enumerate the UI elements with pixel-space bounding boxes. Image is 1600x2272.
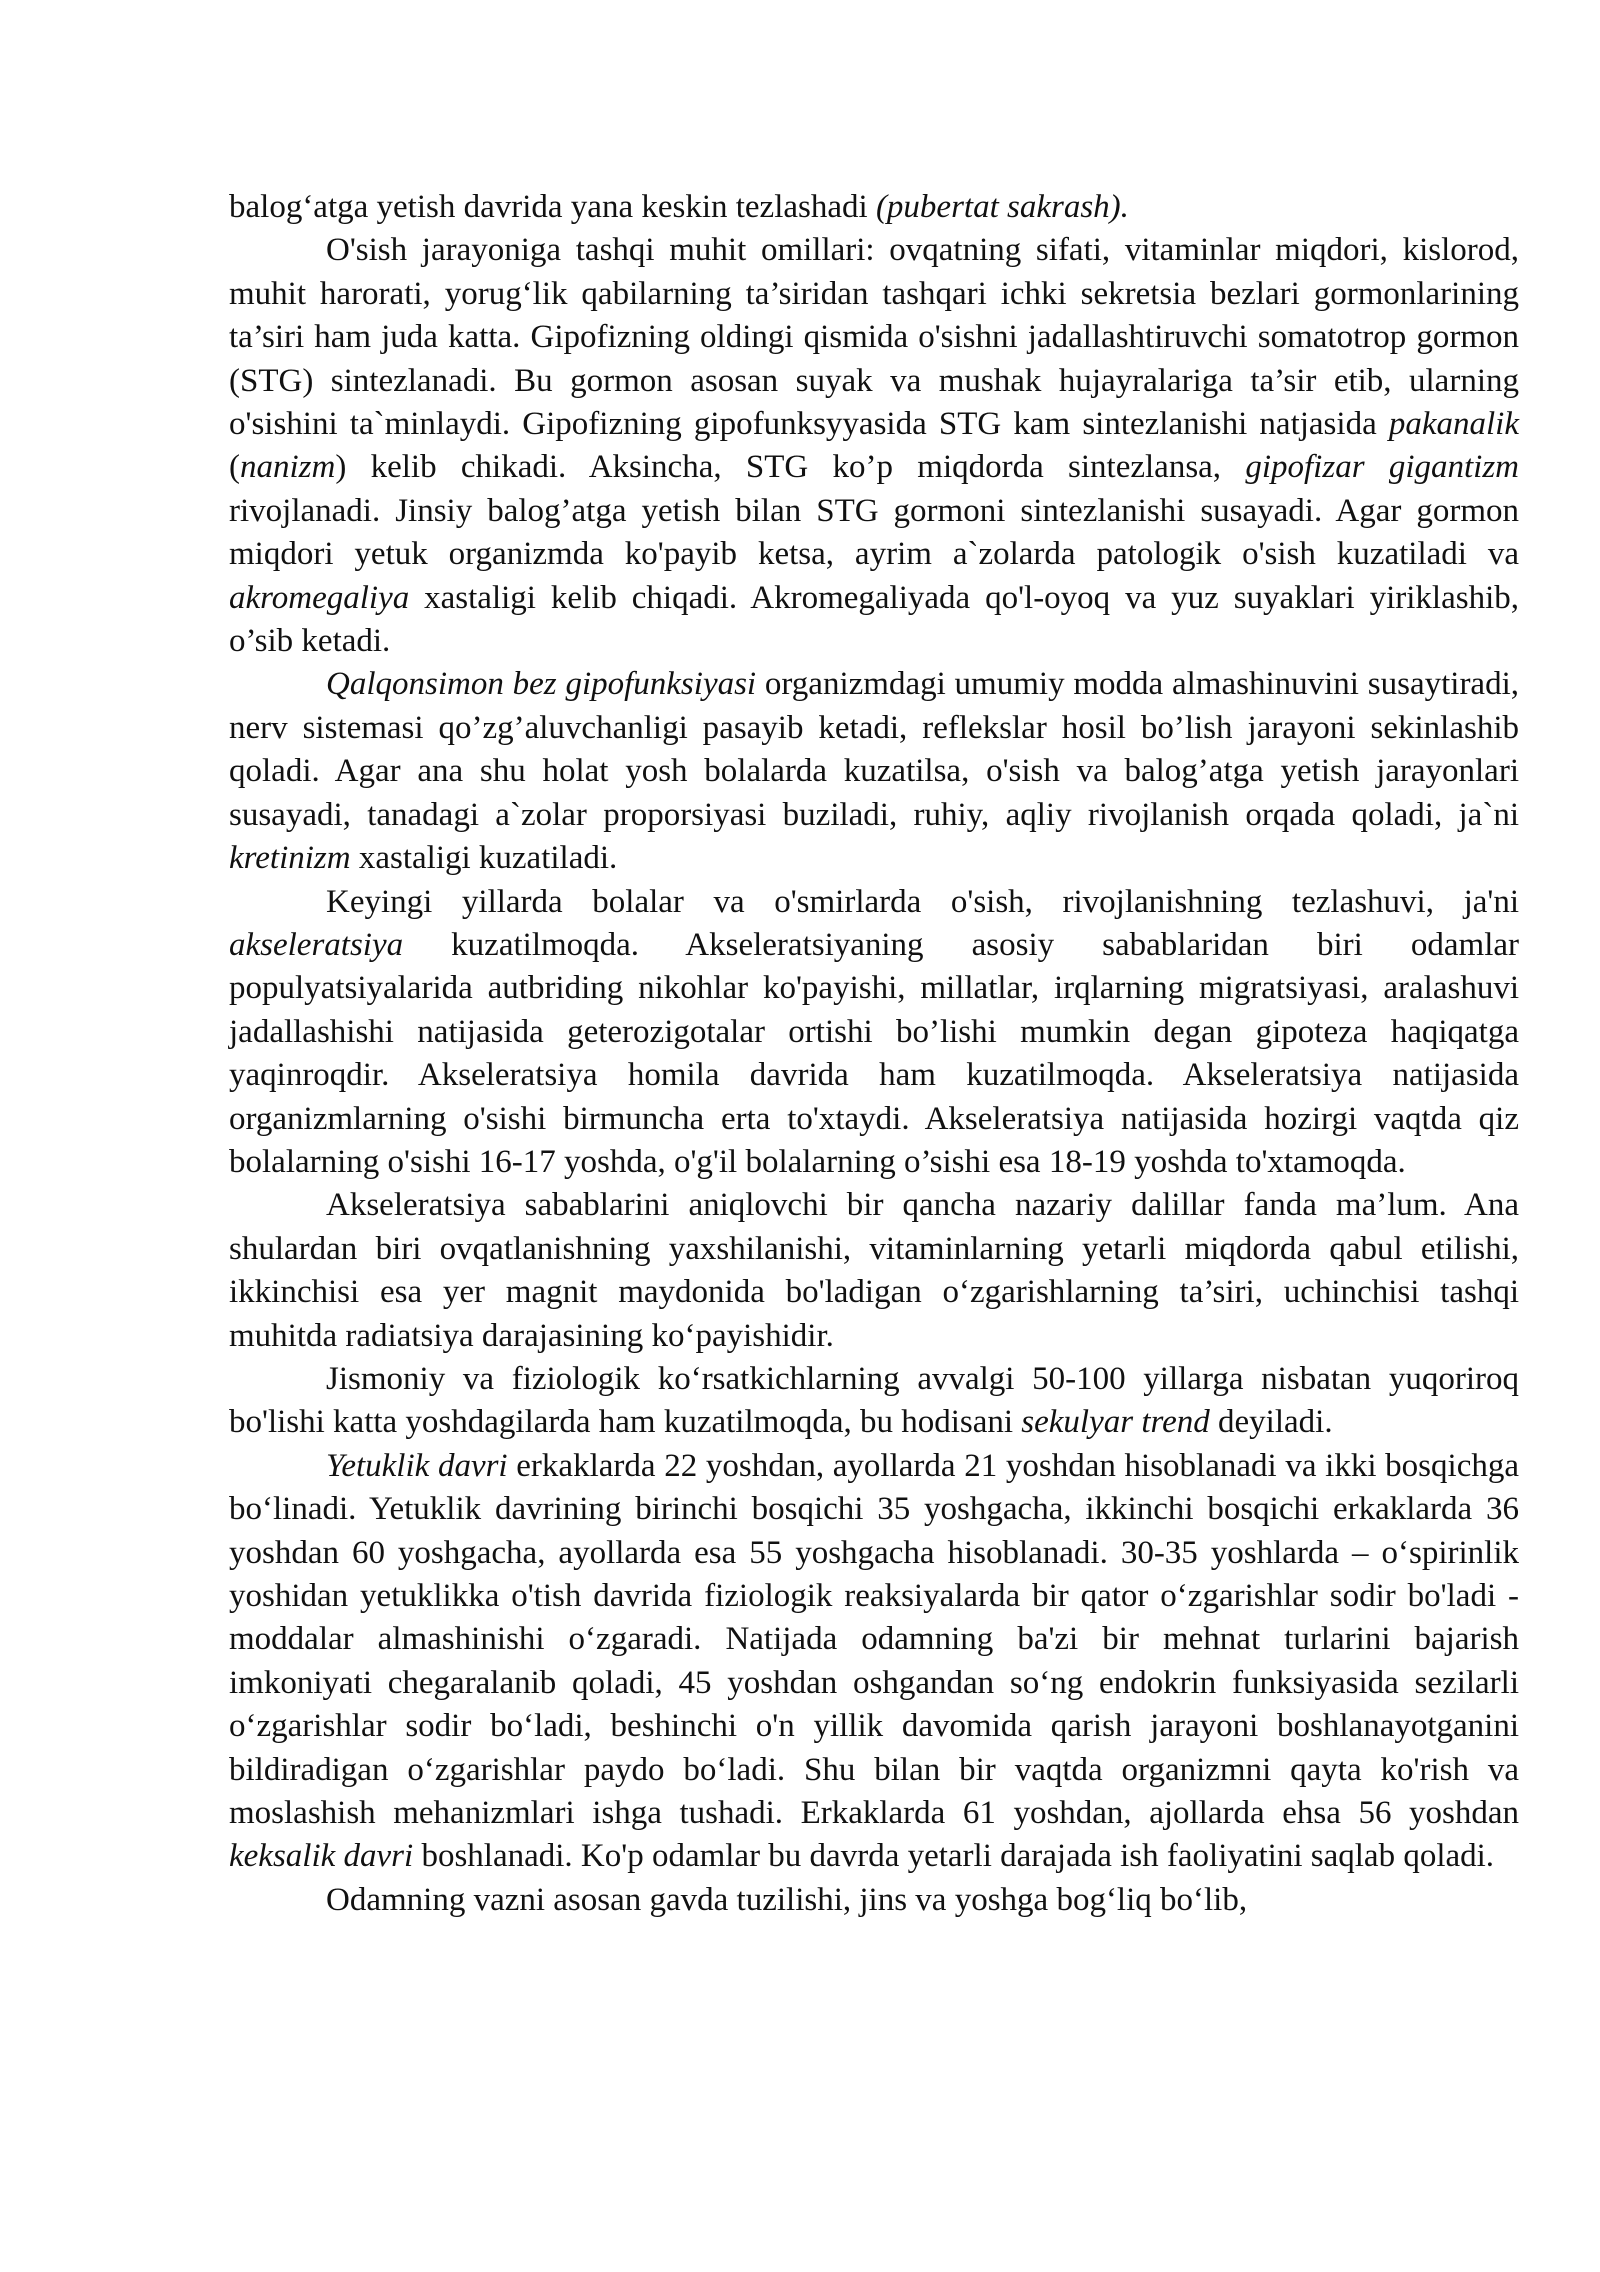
- text-run: erkaklarda 22 yoshdan, ayollarda 21 yoshdan hisoblanadi va ikki bosqichga bo‘linadi. Yetuklik davrining birinchi bosqichi 35 yoshgacha, ikkinchi bosqichi erkaklarda 36 yoshdan 60 yoshgacha, ayollarda esa 55 yoshgacha hisoblanadi. 30-35 yoshlarda – o‘spirinlik yoshidan yetuklikka o'tish davrida fiziologik reaksiyalarda bir qator o‘zgarishlar sodir bo'ladi - moddalar almashinishi o‘zgaradi. Natijada odamning ba'zi bir mehnat turlarini bajarish imkoniyati chegaralanib qoladi, 45 yoshdan oshgandan so‘ng endokrin funksiyasida sezilarli o‘zgarishlar sodir bo‘ladi, beshinchi o'n yillik davomida qarish jarayoni boshlanayotganini bildiradigan o‘zgarishlar paydo bo‘ladi. Shu bilan bir vaqtda organizmni qayta ko'rish va moslashish mehanizmlari ishga tushadi. Erkaklarda 61 yoshdan, ajollarda ehsa 56 yoshdan: [229, 1447, 1519, 1832]
- italic-term: keksalik davri: [229, 1838, 414, 1875]
- paragraph-osish-jarayoni: [229, 229, 1519, 663]
- text-run: balog‘atga yetish davrida yana keskin tezlashadi: [229, 189, 876, 225]
- text-run: O'sish jarayoniga tashqi muhit omillari: ovqatning sifati, vitaminlar miqdori, kislorod, muhit harorati, yorug‘lik qabilarning ta’siridan tashqari ichki sekretsia bezlari gormonlarining ta’siri ham juda katta. Gipofizning oldingi qismida o'sishni jadallashtiruvchi somatotrop gormon (STG) sintezlanadi. Bu gormon asosan suyak va mushak hujayralariga ta’sir etib, ularning o'sishini ta`minlaydi. Gipofizning gipofunksyyasida STG kam sintezlanishi natjasida: [229, 232, 1519, 443]
- italic-term: sekulyar trend: [1021, 1404, 1210, 1441]
- italic-term: pakanalik: [1388, 406, 1519, 443]
- text-run: rivojlanadi. Jinsiy balog’atga yetish bilan STG gormoni sintezlanishi susayadi. Agar gormon miqdori yetuk organizmda ko'payib ketsa, ayrim a`zolarda patologik o'sish kuzatiladi va: [229, 492, 1519, 573]
- document-page: [229, 186, 1519, 1922]
- italic-term: kretinizm: [229, 840, 351, 877]
- text-run: Odamning vazni asosan gavda tuzilishi, jins va yoshga bog‘liq bo‘lib,: [326, 1881, 1248, 1918]
- paragraph-qalqonsimon-bez: [229, 663, 1519, 880]
- paragraph-sekulyar-trend: [229, 1358, 1519, 1445]
- text-run: xastaligi kelib chiqadi. Akromegaliyada qo'l-oyoq va yuz suyaklari yiriklashib, o’sib ketadi.: [229, 579, 1519, 660]
- text-run: (: [229, 449, 240, 486]
- paragraph-pubertat-sakrash: [229, 186, 1519, 229]
- text-run: kuzatilmoqda. Akseleratsiyaning asosiy sabablaridan biri odamlar populyatsiyalarida autbriding nikohlar ko'payishi, millatlar, irqlarning migratsiyasi, aralashuvi jadallashishi natijasida geterozigotalar ortishi bo’lishi mumkin degan gipoteza haqiqatga yaqinroqdir. Akseleratsiya homila davrida ham kuzatilmoqda. Akseleratsiya natijasida organizmlarning o'sishi birmuncha erta to'xtaydi. Akseleratsiya natijasida hozirgi vaqtda qiz bolalarning o'sishi 16-17 yoshda, o'g'il bolalarning o’sishi esa 18-19 yoshda to'xtamoqda.: [229, 926, 1519, 1180]
- paragraph-akseleratsiya: [229, 881, 1519, 1185]
- text-run: Akseleratsiya sabablarini aniqlovchi bir qancha nazariy dalillar fanda ma’lum. Ana shulardan biri ovqatlanishning yaxshilanishi, vitaminlarning yetarli miqdorda qabul etilishi, ikkinchisi esa yer magnit maydonida bo'ladigan o‘zgarishlarning ta’siri, uchinchisi tashqi muhitda radiatsiya darajasining ko‘payishidir.: [229, 1187, 1519, 1354]
- text-run: organizmdagi umumiy modda almashinuvini susaytiradi, nerv sistemasi qo’zg’aluvchanligi pasayib ketadi, reflekslar hosil bo’lish jarayoni sekinlashib qoladi. Agar ana shu holat yosh bolalarda kuzatilsa, o'sish va balog’atga yetish jarayonlari susayadi, tanadagi a`zolar proporsiyasi buziladi, ruhiy, aqliy rivojlanish orqada qoladi, ja`ni: [229, 666, 1520, 833]
- italic-term: akromegaliya: [229, 579, 410, 616]
- italic-term: Qalqonsimon bez gipofunksiyasi: [326, 666, 757, 703]
- paragraph-odamning-vazni: [229, 1879, 1519, 1922]
- italic-term: gipofizar gigantizm: [1245, 449, 1519, 486]
- text-run: xastaligi kuzatiladi.: [350, 840, 618, 877]
- text-run: boshlanadi. Ko'p odamlar bu davrda yetarli darajada ish faoliyatini saqlab qoladi.: [413, 1838, 1495, 1875]
- text-run: Jismoniy va fiziologik ko‘rsatkichlarning avvalgi 50-100 yillarga nisbatan yuqoriroq bo'lishi katta yoshdagilarda ham kuzatilmoqda, bu hodisani: [229, 1360, 1519, 1441]
- text-run: ) kelib chikadi. Aksincha, STG ko’p miqdorda sintezlansa,: [335, 449, 1246, 486]
- paragraph-akseleratsiya-sabablari: [229, 1184, 1519, 1358]
- italic-term: Yetuklik davri: [326, 1447, 508, 1484]
- text-run: deyiladi.: [1209, 1404, 1333, 1441]
- italic-term: nanizm: [240, 449, 336, 486]
- text-run: Keyingi yillarda bolalar va o'smirlarda o'sish, rivojlanishning tezlashuvi, ja'ni: [326, 883, 1519, 920]
- paragraph-yetuklik-davri: [229, 1445, 1519, 1879]
- italic-term: (pubertat sakrash).: [875, 189, 1129, 225]
- italic-term: akseleratsiya: [229, 926, 404, 963]
